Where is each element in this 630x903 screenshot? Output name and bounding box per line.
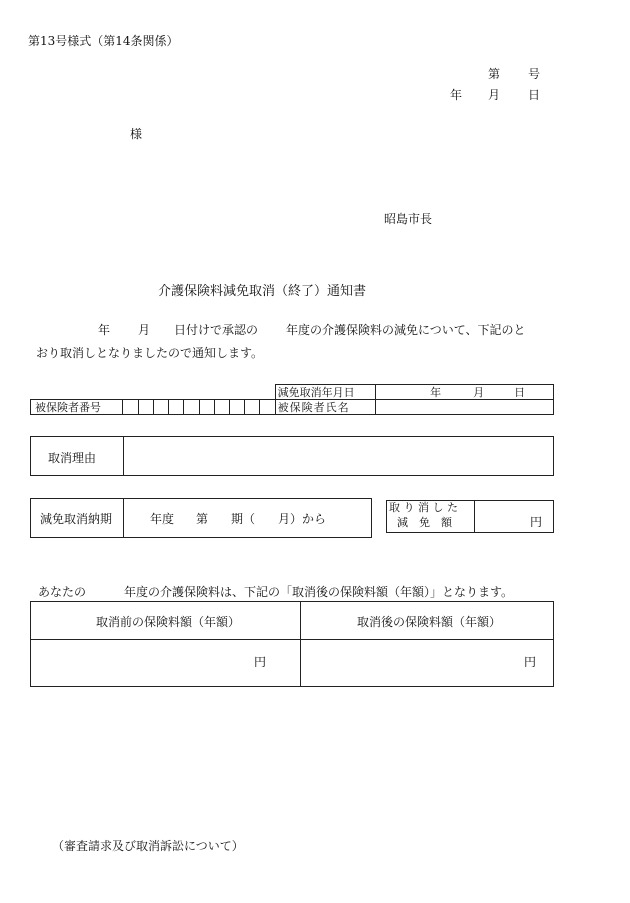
summary-prefix: あなたの <box>38 585 87 599</box>
fee-before-label: 取消前の保険料額（年額） <box>96 615 241 629</box>
insured-name-field[interactable] <box>376 400 554 415</box>
cancel-amount-yen: 円 <box>530 515 543 529</box>
cancel-amount-label-2: 減 免 額 <box>397 516 452 529</box>
insured-number-label: 被保険者番号 <box>31 400 123 415</box>
insured-number-digit[interactable] <box>229 400 244 415</box>
cancel-day: 日 <box>514 385 526 399</box>
cancel-date-label: 減免取消年月日 <box>275 385 376 400</box>
form-number: 第13号様式（第14条関係） <box>28 34 179 48</box>
summary-text: 年度の介護保険料は、下記の「取消後の保険料額（年額）」となります。 <box>124 585 514 599</box>
insured-number-digit[interactable] <box>260 400 275 415</box>
insured-number-digit[interactable] <box>123 400 138 415</box>
insured-number-digit[interactable] <box>199 400 214 415</box>
insured-number-digit[interactable] <box>184 400 199 415</box>
insured-number-digit[interactable] <box>169 400 184 415</box>
date-month: 月 <box>488 88 501 102</box>
date-day: 日 <box>528 88 541 102</box>
cancel-amount-divider <box>474 500 475 533</box>
page-title: 介護保険料減免取消（終了）通知書 <box>158 284 367 299</box>
doc-number-go: 号 <box>528 67 541 81</box>
cancel-month: 月 <box>473 385 485 399</box>
insured-number-digit[interactable] <box>138 400 153 415</box>
info-table <box>30 384 554 415</box>
fee-after-label: 取消後の保険料額（年額） <box>357 615 502 629</box>
issuer-name: 昭島市長 <box>384 212 433 226</box>
intro-line2: おり取消しとなりましたので通知します。 <box>36 346 264 360</box>
recipient-suffix: 様 <box>130 127 143 141</box>
fee-after-yen: 円 <box>524 655 537 669</box>
fee-table <box>30 601 554 687</box>
intro-year2: 年度の介護保険料の減免について、下記のと <box>286 323 526 337</box>
insured-number-digit[interactable] <box>153 400 168 415</box>
appeal-note: （審査請求及び取消訴訟について） <box>52 839 244 853</box>
insured-number-digit[interactable] <box>214 400 229 415</box>
cancel-year: 年 <box>430 385 442 399</box>
period-divider <box>123 498 124 538</box>
reason-field[interactable] <box>128 440 548 472</box>
period-nendo: 年度 <box>150 512 175 526</box>
cancel-date-field[interactable] <box>376 385 554 400</box>
period-month-from: 月）から <box>278 512 327 526</box>
date-year: 年 <box>450 88 463 102</box>
reason-label: 取消理由 <box>48 451 97 465</box>
period-dai: 第 <box>196 512 209 526</box>
intro-rest: 日付けで承認の <box>174 323 259 337</box>
reason-divider <box>123 436 124 476</box>
insured-number-digit[interactable] <box>245 400 260 415</box>
fee-table-rule <box>30 639 554 640</box>
intro-year: 年 <box>98 323 111 337</box>
fee-before-yen: 円 <box>254 655 267 669</box>
fee-table-divider <box>300 601 301 687</box>
period-ki: 期（ <box>231 512 256 526</box>
period-label: 減免取消納期 <box>40 512 113 526</box>
intro-month: 月 <box>138 323 151 337</box>
insured-name-label: 被保険者氏名 <box>275 400 376 415</box>
cancel-amount-label-1: 取 り 消 し た <box>389 501 458 514</box>
doc-number-dai: 第 <box>488 67 501 81</box>
